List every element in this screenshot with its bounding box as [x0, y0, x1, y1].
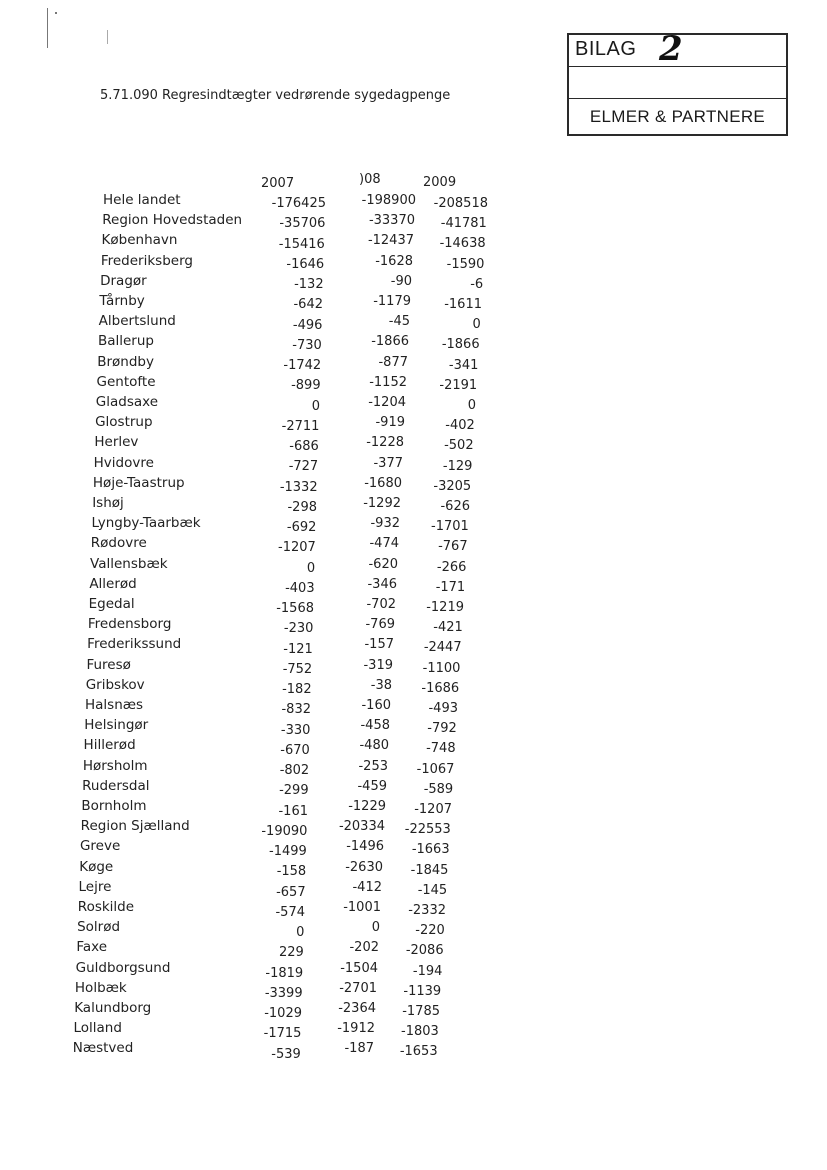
cell-2007: -1332	[279, 479, 318, 495]
row-label: Ballerup	[97, 333, 154, 350]
cell-2007: -298	[287, 499, 317, 515]
row-label: Gribskov	[85, 676, 145, 693]
cell-2009: -3205	[433, 478, 472, 494]
row-label: Høje-Taastrup	[92, 474, 185, 491]
cell-2007: -727	[288, 459, 319, 475]
cell-2008: -702	[366, 597, 396, 612]
row-label: Glostrup	[95, 414, 153, 431]
cell-2007: -1499	[269, 844, 307, 859]
row-label: Greve	[79, 838, 121, 855]
cell-2008: -157	[364, 637, 394, 653]
cell-2009: 0	[472, 317, 481, 333]
cell-2009: -41781	[440, 216, 487, 232]
cell-2007: -657	[276, 884, 306, 900]
cell-2008: -1179	[373, 294, 411, 309]
row-label: Roskilde	[77, 899, 135, 915]
cell-2007: -832	[281, 702, 311, 718]
row-label: Fredensborg	[87, 616, 172, 633]
cell-2007: -574	[275, 904, 305, 920]
stamp-blank-row	[569, 67, 786, 99]
cell-2009: -402	[445, 418, 475, 434]
cell-2007: -802	[279, 763, 310, 778]
cell-2007: -330	[280, 722, 311, 738]
cell-2008: -2630	[345, 859, 383, 875]
row-label: Frederiksberg	[100, 252, 193, 269]
cell-2007: -35706	[279, 216, 326, 232]
cell-2008: -1504	[340, 960, 378, 976]
row-label: Næstved	[72, 1040, 134, 1057]
column-header-2007: 2007	[261, 176, 295, 191]
stamp-firm-row	[569, 99, 786, 136]
cell-2008: -769	[365, 617, 395, 633]
row-label: Egedal	[88, 596, 135, 612]
cell-2008: -20334	[338, 819, 385, 835]
cell-2008: -1628	[375, 253, 413, 269]
cell-2008: -480	[359, 738, 389, 754]
cell-2008: -202	[349, 940, 379, 956]
cell-2008: -1912	[337, 1021, 375, 1037]
cell-2007: -1568	[276, 601, 314, 616]
cell-2009: -208518	[433, 196, 488, 211]
cell-2008: -90	[390, 273, 412, 289]
cell-2007: -299	[279, 783, 309, 799]
cell-2009: -1785	[402, 1004, 440, 1019]
cell-2009: -145	[417, 882, 448, 898]
cell-2008: -1228	[366, 435, 404, 451]
cell-2009: -1207	[414, 802, 452, 817]
row-label: Region Hovedstaden	[102, 212, 243, 229]
cell-2009: -129	[442, 458, 473, 474]
cell-2008: -45	[388, 314, 410, 330]
cell-2009: -502	[444, 438, 474, 454]
row-label: Helsingør	[84, 717, 149, 734]
cell-2007: 0	[311, 398, 320, 414]
cell-2007: -158	[276, 864, 307, 880]
row-label: Brøndby	[97, 353, 154, 370]
cell-2008: -198900	[361, 193, 416, 208]
cell-2008: -346	[367, 576, 397, 592]
cell-2009: -171	[435, 579, 466, 595]
cell-2009: -1845	[410, 862, 449, 878]
cell-2009: -6	[470, 276, 484, 292]
column-header-2009: 2009	[423, 175, 457, 190]
cell-2007: -1819	[265, 965, 304, 981]
cell-2007: -496	[292, 317, 323, 333]
row-label: København	[101, 232, 178, 249]
row-label: Dragør	[100, 272, 147, 289]
cell-2007: -230	[283, 621, 314, 637]
cell-2007: -1646	[286, 256, 325, 272]
row-label: Holbæk	[74, 979, 127, 996]
scan-mark	[47, 8, 48, 48]
stamp-label: BILAG	[575, 38, 637, 60]
cell-2009: -1686	[421, 680, 460, 696]
cell-2007: -670	[280, 742, 310, 758]
row-label: Lejre	[78, 878, 112, 895]
scan-mark	[55, 12, 57, 14]
cell-2009: -1590	[446, 256, 485, 272]
stamp-firm-name: ELMER & PARTNERE	[589, 107, 766, 126]
cell-2007: 229	[278, 945, 304, 961]
cell-2007: -3399	[264, 985, 303, 1001]
stamp-header-row	[569, 29, 786, 69]
cell-2009: -792	[427, 721, 457, 737]
cell-2008: -620	[368, 556, 398, 572]
cell-2009: -1067	[416, 761, 455, 777]
cell-2007: -161	[278, 803, 308, 819]
cell-2009: -194	[412, 963, 443, 979]
cell-2008: -877	[378, 354, 408, 370]
cell-2008: -1680	[364, 475, 402, 491]
cell-2008: 0	[371, 920, 380, 936]
row-label: Hillerød	[83, 737, 136, 754]
cell-2007: -1207	[278, 540, 316, 556]
cell-2007: -15416	[278, 236, 325, 252]
cell-2007: -539	[271, 1046, 301, 1062]
cell-2008: -1152	[369, 374, 407, 390]
row-label: Hvidovre	[93, 454, 154, 471]
row-label: Lyngby-Taarbæk	[91, 515, 201, 532]
row-label: Lolland	[73, 1020, 122, 1037]
cell-2009: -421	[433, 620, 463, 636]
cell-2008: -38	[370, 677, 392, 693]
cell-2009: -748	[426, 741, 456, 757]
cell-2008: -1001	[343, 900, 381, 915]
cell-2008: -2701	[339, 980, 377, 996]
cell-2007: -121	[283, 641, 313, 657]
row-label: Solrød	[77, 919, 121, 936]
cell-2007: -176425	[271, 196, 326, 211]
cell-2008: -377	[373, 455, 403, 471]
column-header-2008: )08	[359, 172, 381, 187]
cell-2009: 0	[467, 398, 476, 413]
cell-2009: -1611	[444, 297, 482, 312]
cell-2009: -1100	[422, 660, 461, 676]
cell-2008: -160	[361, 698, 391, 713]
cell-2009: -1866	[441, 337, 480, 353]
cell-2007: -899	[291, 378, 321, 394]
row-label: Tårnby	[99, 293, 145, 309]
cell-2009: -1653	[399, 1044, 438, 1060]
cell-2008: -932	[370, 516, 400, 532]
row-label: Furesø	[86, 656, 131, 673]
cell-2007: -1742	[283, 358, 322, 373]
cell-2008: -1292	[363, 496, 401, 511]
row-label: Frederikssund	[87, 636, 182, 653]
row-label: Rudersdal	[82, 777, 150, 794]
cell-2009: -1701	[431, 519, 469, 535]
row-label: Albertslund	[98, 313, 176, 330]
cell-2009: -2086	[405, 943, 444, 959]
cell-2007: -1029	[264, 1006, 302, 1021]
cell-2007: 0	[306, 560, 316, 576]
cell-2008: -1496	[346, 839, 384, 855]
row-label: Bornholm	[81, 798, 147, 814]
cell-2008: -919	[375, 415, 405, 431]
scan-mark	[107, 30, 108, 44]
row-label: Gladsaxe	[95, 394, 159, 410]
cell-2007: -686	[289, 439, 319, 454]
cell-2007: -182	[282, 682, 312, 697]
cell-2008: -1866	[371, 334, 409, 350]
bilag-stamp	[567, 29, 788, 136]
cell-2007: -2711	[281, 418, 320, 434]
stamp-number: 2	[659, 29, 683, 69]
cell-2009: -266	[436, 559, 467, 575]
cell-2007: -19090	[261, 823, 308, 839]
cell-2008: -474	[369, 536, 399, 552]
cell-2007: -1715	[263, 1026, 302, 1042]
cell-2008: -1204	[368, 395, 406, 410]
cell-2009: -589	[423, 781, 454, 797]
row-label: Køge	[79, 858, 114, 875]
cell-2009: -2191	[439, 377, 478, 393]
cell-2007: -730	[292, 337, 322, 353]
cell-2009: -14638	[439, 236, 486, 252]
cell-2008: -412	[352, 879, 382, 895]
cell-2009: -1663	[411, 842, 450, 858]
row-label: Ishøj	[92, 495, 124, 511]
cell-2007: -403	[285, 580, 315, 596]
cell-2007: 0	[296, 925, 305, 940]
row-label: Rødovre	[90, 535, 147, 552]
cell-2007: -752	[282, 661, 313, 677]
row-label: Gentofte	[96, 373, 156, 390]
cell-2008: -33370	[368, 213, 415, 229]
cell-2009: -1139	[403, 983, 442, 999]
row-label: Faxe	[76, 939, 108, 956]
cell-2007: -692	[286, 520, 317, 535]
cell-2008: -459	[357, 778, 387, 794]
row-label: Herlev	[94, 434, 139, 451]
row-label: Halsnæs	[85, 697, 144, 713]
cell-2009: -220	[415, 923, 445, 939]
row-label: Guldborgsund	[75, 959, 171, 976]
cell-2009: -2447	[423, 640, 462, 656]
cell-2009: -1219	[426, 600, 464, 615]
cell-2009: -1803	[401, 1024, 439, 1040]
cell-2009: -626	[440, 499, 470, 514]
cell-2009: -2332	[408, 903, 446, 918]
cell-2008: -1229	[348, 799, 386, 814]
cell-2008: -458	[360, 718, 390, 734]
cell-2009: -767	[438, 539, 468, 555]
cell-2007: -132	[294, 277, 324, 292]
row-label: Kalundborg	[74, 1000, 152, 1016]
cell-2008: -187	[344, 1041, 374, 1057]
row-label: Hørsholm	[82, 757, 148, 774]
cell-2008: -2364	[338, 1001, 376, 1016]
cell-2008: -319	[363, 657, 393, 673]
cell-2009: -493	[428, 701, 458, 716]
cell-2009: -22553	[404, 822, 451, 838]
document-title: 5.71.090 Regresindtægter vedrørende sygedagpenge	[100, 88, 451, 103]
cell-2008: -253	[358, 758, 388, 774]
cell-2007: -642	[293, 297, 323, 313]
row-label: Hele landet	[103, 192, 181, 208]
row-label: Vallensbæk	[90, 555, 168, 572]
row-label: Allerød	[89, 575, 137, 592]
cell-2008: -12437	[367, 233, 414, 249]
cell-2009: -341	[448, 357, 479, 373]
row-label: Region Sjælland	[80, 818, 190, 835]
